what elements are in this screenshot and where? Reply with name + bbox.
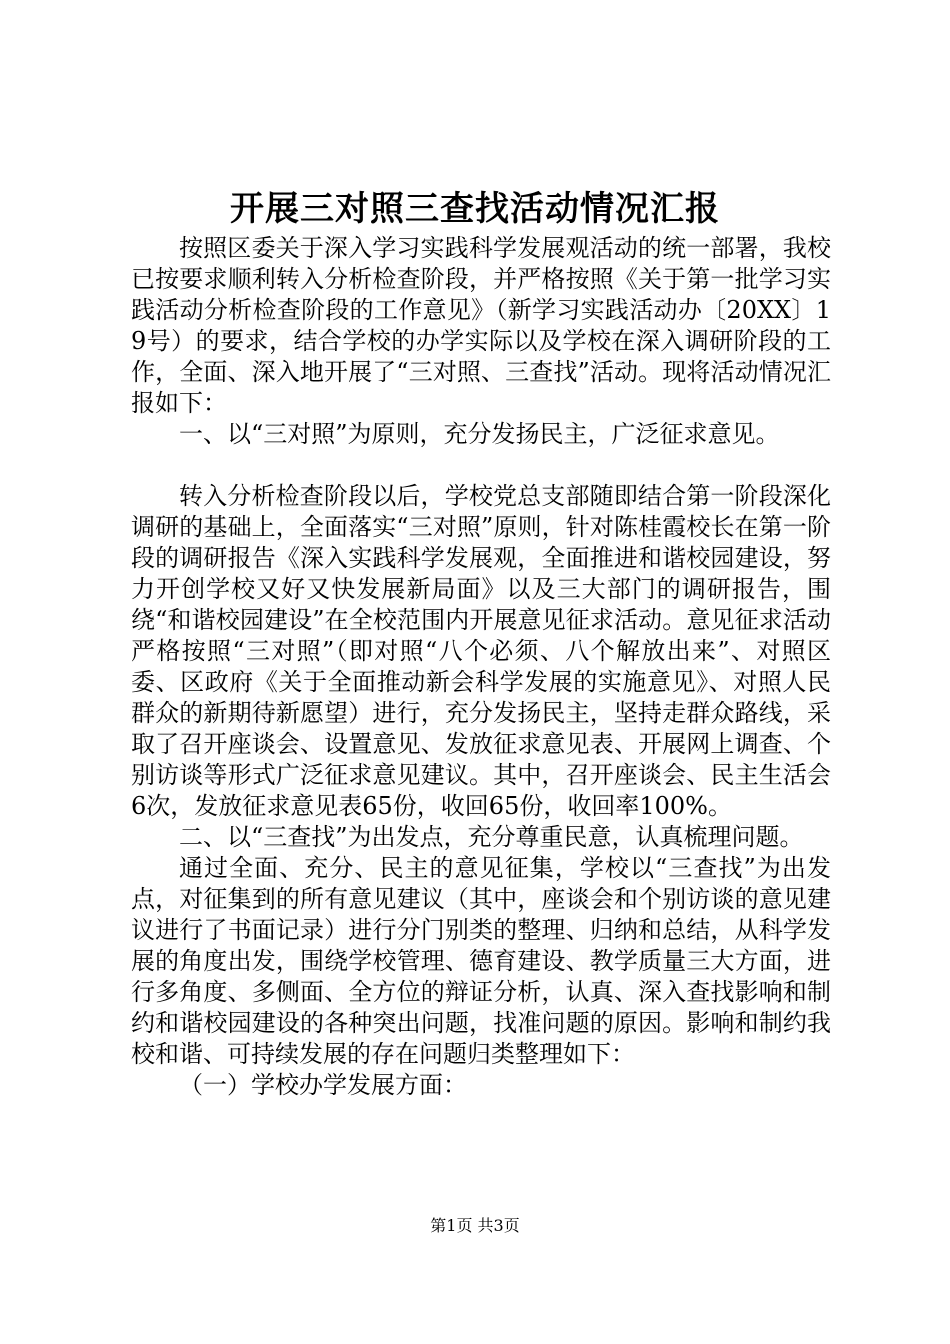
paragraph-section-1: 转入分析检查阶段以后，学校党总支部随即结合第一阶段深化调研的基础上，全面落实“三对照”原则，针对陈桂霞校长在第一阶段的调研报告《深入实践科学发展观，全面推进和谐校园建设，努力开创学校又好又快发展新局面》以及三大部门的调研报告，围绕“和谐校园建设”在全校范围内开展意见征求活动。意见征求活动严格按照“三对照”（即对照“八个必须、八个解放出来”、对照区委、区政府《关于全面推动新会科学发展的实施意见》、对照人民群众的新期待新愿望）进行，充分发扬民主，坚持走群众路线，采取了召开座谈会、设置意见、发放征求意见表、开展网上调查、个别访谈等形式广泛征求意见建议。其中，召开座谈会、民主生活会6次，发放征求意见表65份，收回65份，收回率100%。 (131, 482, 831, 820)
paragraph-intro: 按照区委关于深入学习实践科学发展观活动的统一部署，我校已按要求顺利转入分析检查阶段，并严格按照《关于第一批学习实践活动分析检查阶段的工作意见》（新学习实践活动办〔20XX〕19号）的要求，结合学校的办学实际以及学校在深入调研阶段的工作，全面、深入地开展了“三对照、三查找”活动。现将活动情况汇报如下： (131, 234, 831, 417)
page-footer: 第1页 共3页 (430, 1216, 520, 1235)
section-heading-2: 二、以“三查找”为出发点，充分尊重民意，认真梳理问题。 (179, 823, 804, 851)
paragraph-gap (131, 450, 831, 481)
document-body (131, 233, 831, 1101)
subsection-heading-1: （一）学校办学发展方面： (179, 1071, 467, 1099)
section-heading-1: 一、以“三对照”为原则，充分发扬民主，广泛征求意见。 (179, 420, 780, 448)
paragraph-section-2: 通过全面、充分、民主的意见征集，学校以“三查找”为出发点，对征集到的所有意见建议（其中，座谈会和个别访谈的意见建议进行了书面记录）进行分门别类的整理、归纳和总结，从科学发展的角度出发，围绕学校管理、德育建设、教学质量三大方面，进行多角度、多侧面、全方位的辩证分析，认真、深入查找影响和制约和谐校园建设的各种突出问题，找准问题的原因。影响和制约我校和谐、可持续发展的存在问题归类整理如下： (131, 854, 831, 1068)
document-title: 开展三对照三查找活动情况汇报 (230, 189, 720, 229)
